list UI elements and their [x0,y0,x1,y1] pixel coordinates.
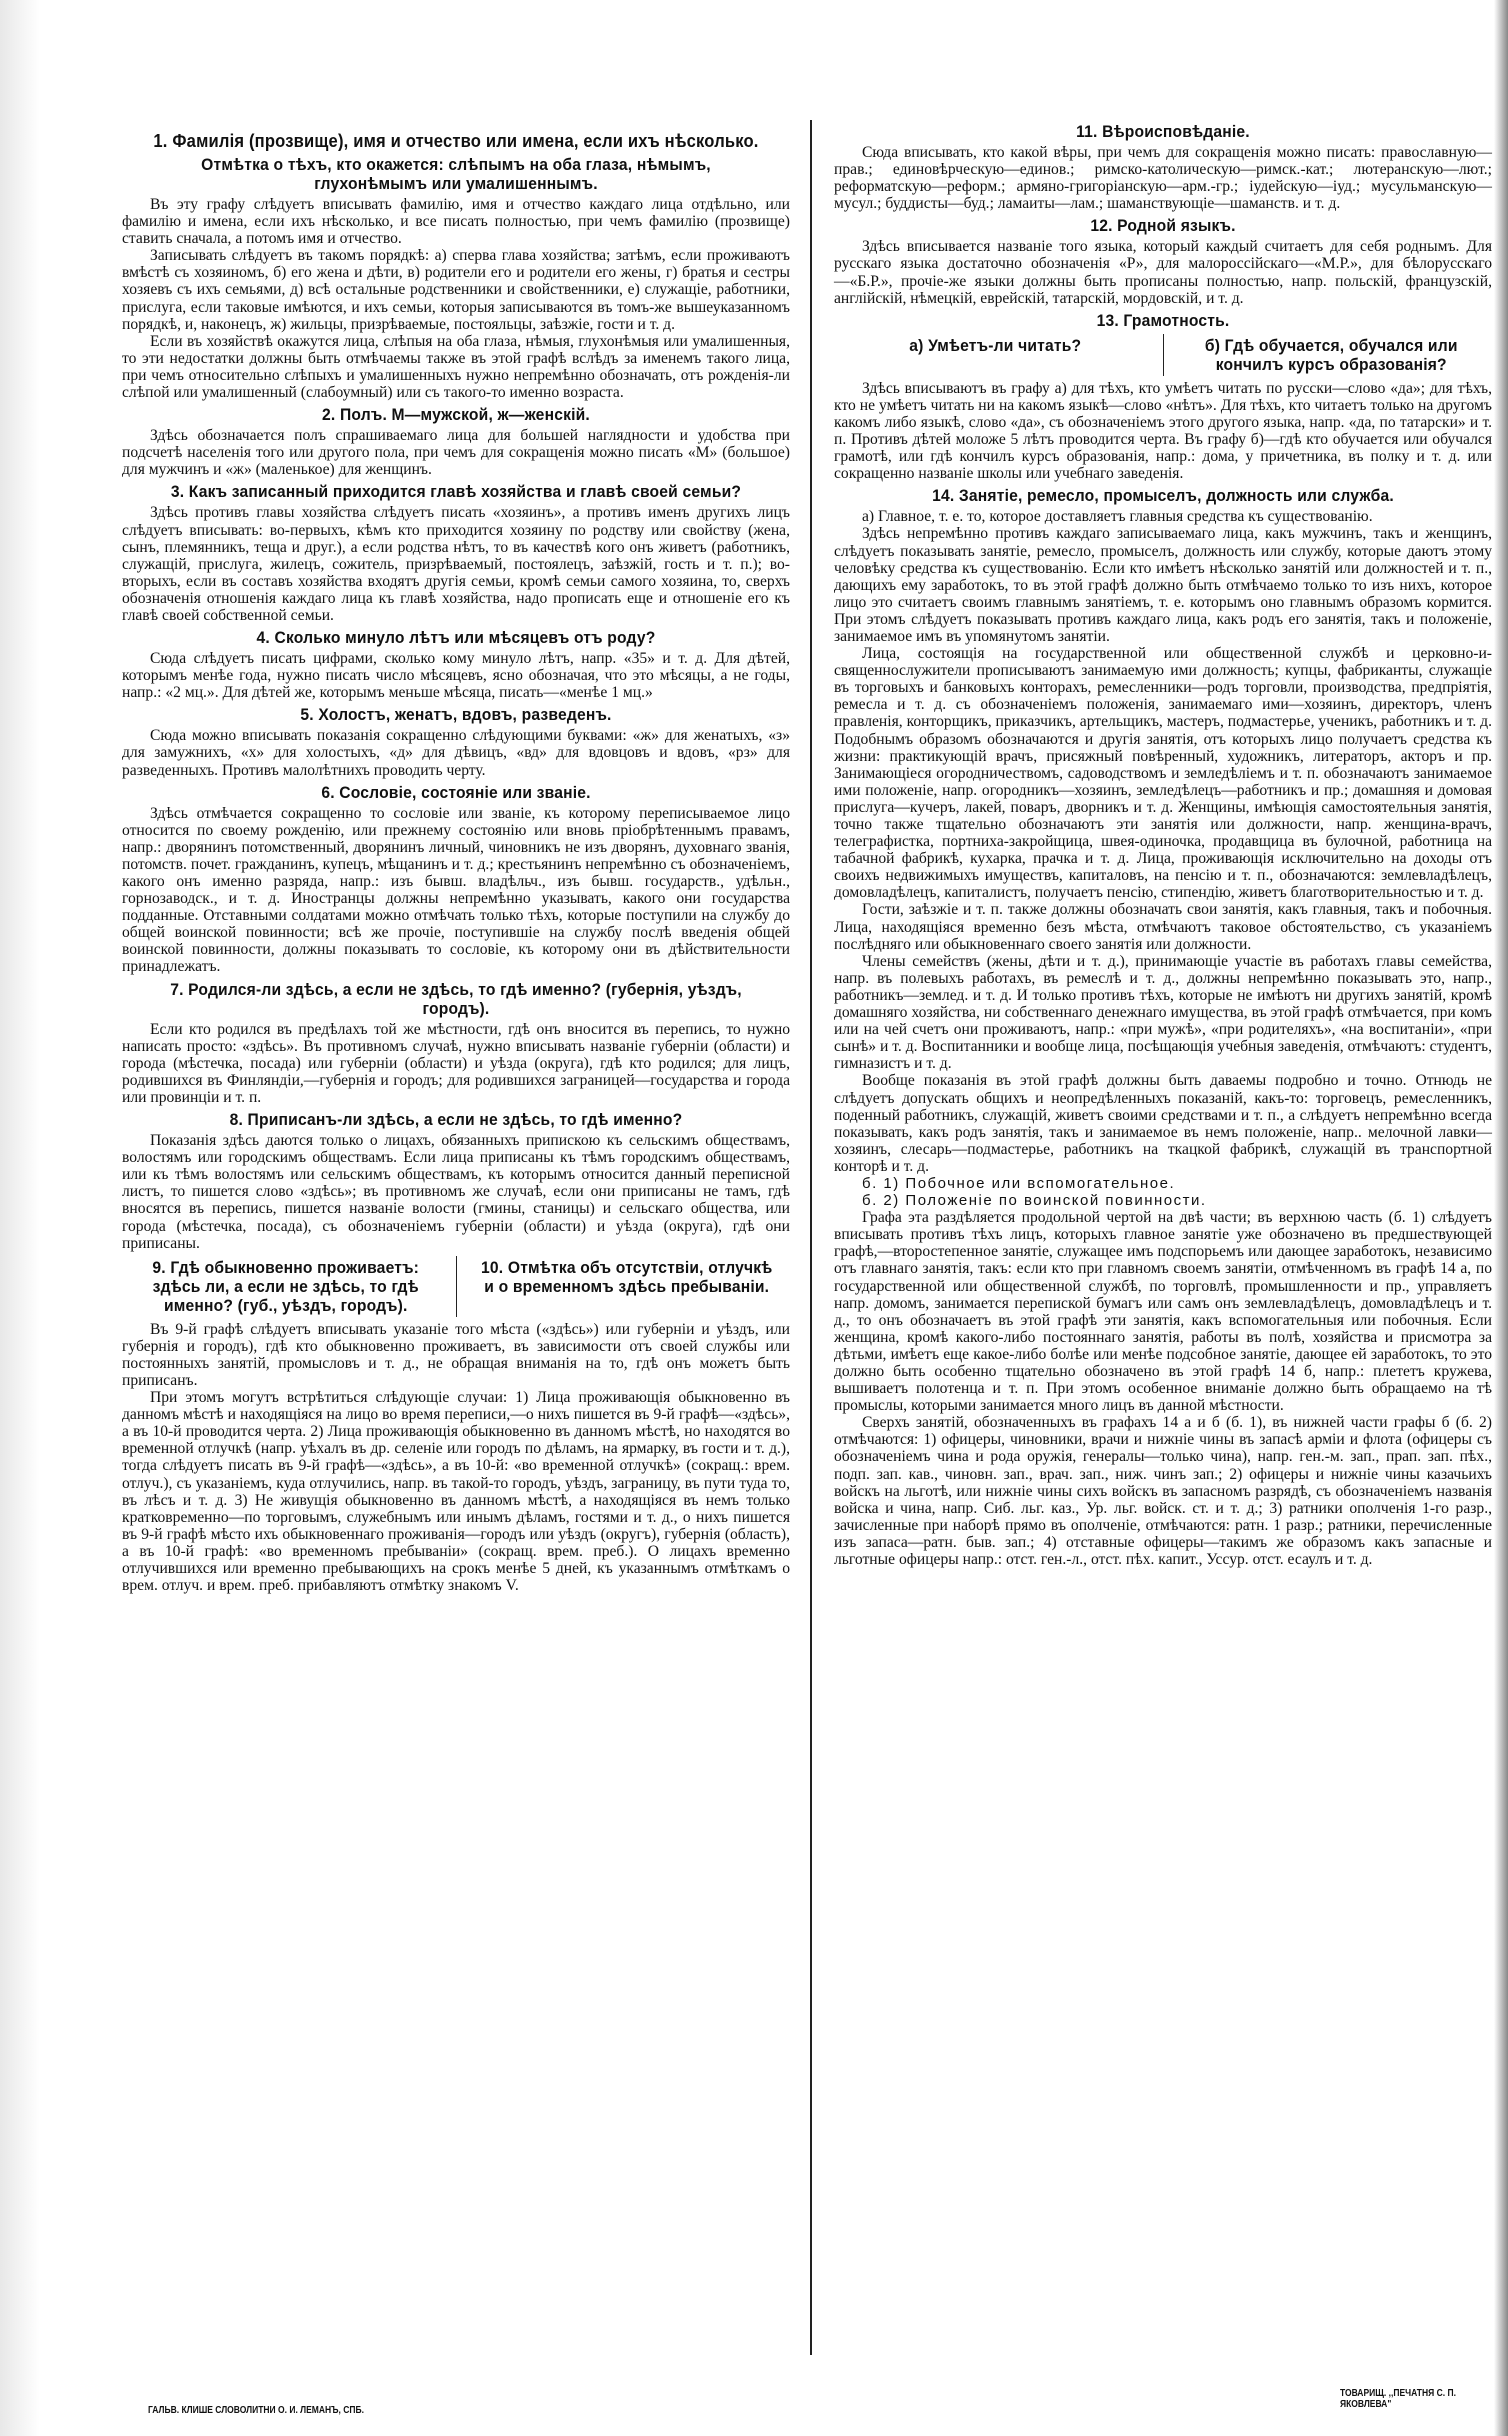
paragraph: Лица, состоящія на государственной или общественной службѣ и церковно-и-священнослужители прописываютъ занимаемую ими должность; купцы, фабриканты, служащіе въ торговыхъ и банковыхъ конторахъ, ремесленники—родъ торговли, производства, предпріятія, ремесла и т. д. съ обозначеніемъ положенія, занимаемаго ими—хозяинъ, директоръ, членъ правленія, конторщикъ, приказчикъ, артельщикъ, мастеръ, подмастерье, ученикъ, работникъ и т. д. Подобнымъ образомъ обозначаются и другія занятія, отъ которыхъ лицо получаетъ средства къ жизни: практикующій врачъ, присяжный повѣренный, художникъ, литераторъ, акторъ и пр. Занимающіеся огородничествомъ, садоводствомъ и земледѣліемъ и т. п. обозначаютъ занимаемое ими положеніе, напр. огородникъ—хозяинъ, земледѣлецъ—работникъ и пр.; домашняя и домовая прислуга—кучеръ, лакей, поваръ, дворникъ и т. д. Женщины, имѣющія самостоятельныя занятія, точно также тщательно обозначаютъ эти занятія или должности, напр. женщина-врачъ, телеграфистка, портниха-закройщица, швея-одиночка, продавщица въ булочной, работница на табачной фабрикѣ, кухарка, прачка и т. д. Лица, проживающія исключительно на доходы отъ своихъ недвижимыхъ имуществъ, капиталовъ, на пенсію и т. п., обозначаются: землевладѣлецъ, домовладѣлецъ, капиталистъ, получаетъ пенсію, стипендію, живетъ благотворительностью и т. д. [834,645,1492,902]
subsection-b1: б. 1) Побочное или вспомогательное. [862,1174,1176,1192]
sections-9-10-header [122,1256,790,1317]
section-12-heading: 12. Родной языкъ. [1090,216,1236,236]
paragraph: Сверхъ занятій, обозначенныхъ въ графахъ 14 а и б (б. 1), въ нижней части графы б (б. 2) отмѣчаются: 1) офицеры, чиновники, врачи и нижніе чины въ запасѣ арміи и флота (офицеры съ обозначеніемъ чина и рода оружія, генералы—только чина), напр. ген.-м. зап., прап. зап. пѣх., подп. зап. кав., чиновн. зап., врач. зап., ниж. чинъ зап.; 2) офицеры и нижніе чины казачьихъ войскъ на льготѣ, или нижніе чины сихъ войскъ въ запасномъ разрядѣ, съ обозначеніемъ названія войска и чина, напр. Сиб. льг. каз., Ур. льг. войск. ст. и т. д.; 3) ратники ополченія 1-го разр., зачисленные при наборѣ прямо въ ополченіе, отмѣчаются: ратн. 1 разр.; ратники, перечисленные изъ запаса—ратн. быв. зап.; 4) отставные офицеры—такимъ же образомъ какъ запасные и льготные офицеры напр.: отст. ген.-л., отст. пѣх. капит., Уссур. отст. есаулъ и т. д. [834,1414,1492,1569]
section-14-heading: 14. Занятіе, ремесло, промыселъ, должность или служба. [932,486,1394,506]
section-3-heading: 3. Какъ записанный приходится главѣ хозяйства и главѣ своей семьи? [170,482,742,502]
section-2-heading: 2. Полъ. М—мужской, ж—женскій. [322,405,590,425]
section-5-heading: 5. Холостъ, женатъ, вдовъ, разведенъ. [300,705,612,725]
paragraph: Въ эту графу слѣдуетъ вписывать фамилію, имя и отчество каждаго лица отдѣльно, или фамилію и имена, если ихъ нѣсколько, и все писать полностью, при чемъ фамилію (прозвище) ставить сначала, а потомъ имя и отчество. [122,196,790,248]
section-6-heading: 6. Сословіе, состояніе или званіе. [321,782,591,802]
section-7-heading: 7. Родился-ли здѣсь, а если не здѣсь, то гдѣ именно? (губернія, уѣздъ, городъ). [170,979,742,1018]
paragraph: Сюда можно вписывать показанія сокращенно слѣдующими буквами: «ж» для женатыхъ, «з» для замужнихъ, «х» для холостыхъ, «д» для дѣвицъ, «вд» для вдовцовъ и вдовъ, «рз» для разведенныхъ. Противъ малолѣтнихъ проводить черту. [122,727,790,779]
paragraph: Графа эта раздѣляется продольной чертой на двѣ части; въ верхнюю часть (б. 1) слѣдуетъ вписывать противъ тѣхъ лицъ, которыхъ главное занятіе уже обозначено въ предшествующей графѣ,—второстепенное занятіе, служащее имъ подспорьемъ или дающее заработокъ, независимо отъ главнаго занятія, такъ: если кто при главномъ своемъ занятіи, отмѣченномъ въ графѣ 14 а, по государственной или общественной службѣ, по торговлѣ, промышленности и пр., управляетъ напр. домомъ, занимается перепиской бумагъ или самъ онъ землевладѣлецъ, домовладѣлецъ и т. д., то онъ обозначаетъ въ этой графѣ эти занятія, какъ вспомогательныя или побочныя. Если женщина, кромѣ какого-либо постояннаго занятія, работы въ полѣ, хозяйства и присмотра за дѣтьми, имѣетъ еще какое-либо болѣе или менѣе подсобное занятіе, дающее ей заработокъ, то это должно быть особенно тщательно обозначено въ этой графѣ 14 б, напр.: плететъ кружева, вышиваетъ полотенца и т. п. При этомъ особенное вниманіе должно быть обращаемо на тѣ промыслы, которыми занимается много лицъ въ данной мѣстности. [834,1209,1492,1415]
paragraph: Здѣсь отмѣчается сокращенно то сословіе или званіе, къ которому переписываемое лицо относится по своему рожденію, или прежнему состоянію или вновь пріобрѣтеннымъ правамъ, напр.: дворянинъ потомственный, дворянинъ личный, чиновникъ не изъ дворянъ, духовнаго званія, потомств. почет. гражданинъ, купецъ, мѣщанинъ и т. д.; крестьянинъ непремѣнно съ обозначеніемъ, какого онъ именно разряда, напр.: изъ бывш. владѣльч., изъ бывш. государств., удѣльн., горнозаводск., и т. д. Иностранцы должны непремѣнно указывать, какого они государства подданные. Отставными солдатами можно отмѣчать только тѣхъ, которые поступили на службу до общей воинской повинности; всѣ же прочіе, поступившіе на службу послѣ введенія общей воинской повинности, должны показывать то сословіе, къ которому они въ дѣйствительности принадлежатъ. [122,804,790,976]
right-column [834,118,1492,1568]
paragraph: При этомъ могутъ встрѣтиться слѣдующіе случаи: 1) Лица проживающія обыкновенно въ данномъ мѣстѣ и находящіяся на лицо во время переписи,—о нихъ пишется въ 9-й графѣ—«здѣсь», а въ 10-й проводится черта. 2) Лица проживающія обыкновенно въ данномъ мѣстѣ, но находятся во временной отлучкѣ (напр. уѣхалъ въ др. селеніе или городъ по дѣламъ, на ярмарку, въ гости и т. д.), тогда слѣдуетъ писать въ 9-й графѣ—«здѣсь», а въ 10-й: «во временной отлучкѣ» (сокращ.: врем. отлуч.), съ указаніемъ, куда отлучились, напр. въ такой-то городъ, уѣздъ, заграницу, въ пути туда то, въ лѣсъ и т. д. 3) Не живущія обыкновенно въ данномъ мѣстѣ, а находящіяся въ немъ только кратковременно—по торговымъ, служебнымъ или инымъ дѣламъ, гостями и т. д., о нихъ пишется въ 9-й графѣ мѣсто ихъ обыкновеннаго проживанія—городъ или уѣздъ (округъ), губернія (область), а въ 10-й графѣ: «во временномъ пребываніи» (сокращ. врем. преб.). О лицахъ временно отлучившихся или временно пребывающихъ на срокъ менѣе 5 дней, къ указаннымъ отмѣткамъ о врем. отлуч. и врем. преб. прибавляютъ отмѣтку знакомъ V. [122,1389,790,1595]
section-10-heading: 10. Отмѣтка объ отсутствіи, отлучкѣ и о временномъ здѣсь пребываніи. [480,1257,772,1296]
section-9-heading: 9. Гдѣ обыкновенно проживаетъ: здѣсь ли, а если не здѣсь, то гдѣ именно? (губ., уѣздъ, городъ). [152,1257,420,1315]
scan-edge-right [1494,0,1508,2436]
paragraph: Здѣсь обозначается полъ спрашиваемаго лица для большей наглядности и удобства при подсчетѣ населенія того или другого пола, при чемъ для сокращенія можно писать «М» (большое) для мужчинъ и «ж» (маленькое) для женщинъ. [122,427,790,479]
section-13a-heading: а) Умѣетъ-ли читать? [909,335,1082,355]
paragraph: Здѣсь непремѣнно противъ каждаго записываемаго лица, какъ мужчинъ, такъ и женщинъ, слѣдуетъ показывать занятіе, ремесло, промыселъ, должность или службу, которые даютъ этому человѣку средства къ существованію. Если кто имѣетъ нѣсколько занятій или должностей и т. п., дающихъ ему заработокъ, то въ этой графѣ должно быть отмѣчаемо только то изъ нихъ, которое лицо это считаетъ своимъ главнымъ занятіемъ, т. е. которымъ оно главнымъ образомъ кормится. При этомъ слѣдуетъ показывать противъ каждаго лица, какъ родъ его занятія, такъ и положеніе, занимаемое имъ въ упомянутомъ занятіи. [834,525,1492,645]
paragraph: Вообще показанія въ этой графѣ должны быть даваемы подробно и точно. Отнюдь не слѣдуетъ допускать общихъ и неопредѣленныхъ показаній, какъ-то: торговецъ, ремесленникъ, поденный работникъ, служащій, живетъ своими средствами и т. п., а слѣдуетъ непремѣнно всегда показывать, какъ родъ занятія, такъ и занимаемое въ немъ положеніе, напр.. мелочной лавки—хозяинъ, слесарь—подмастерье, работникъ на ткацкой фабрикѣ, служащій въ транспортной конторѣ и т. д. [834,1072,1492,1175]
printer-credit-right: ТОВАРИЩ. ,,ПЕЧАТНЯ С. П. ЯКОВЛЕВА" [1340,2388,1456,2410]
section-4-heading: 4. Сколько минуло лѣтъ или мѣсяцевъ отъ роду? [256,628,656,648]
paragraph: Здѣсь вписываютъ въ графу а) для тѣхъ, кто умѣетъ читать по русски—слово «да»; для тѣхъ, кто не умѣетъ читать ни на какомъ языкѣ—слово «нѣтъ». Для тѣхъ, кто читаетъ только на другомъ какомъ либо языкѣ, слово «да», съ обозначеніемъ этого другого языка, напр. «да, по татарски» и т. п. Противъ дѣтей моложе 5 лѣтъ проводится черта. Въ графу б)—гдѣ кто обучается или обучался грамотѣ, или гдѣ кончилъ курсъ образованія, напр.: дома, у причетника, въ полку и т. д. или сокращенно названіе школы или учебнаго заведенія. [834,379,1492,483]
paragraph: Сюда слѣдуетъ писать цифрами, сколько кому минуло лѣтъ, напр. «35» и т. д. Для дѣтей, которымъ менѣе года, нужно писать число мѣсяцевъ, ясно обозначая, что это мѣсяцы, а не годы, напр.: «2 мц.». Для дѣтей же, которымъ меньше мѣсяца, писать—«менѣе 1 мц.» [122,650,790,702]
paragraph: Гости, заѣзжіе и т. п. также должны обозначать свои занятія, какъ главныя, такъ и побочныя. Лица, находящіяся временно безъ мѣста, отмѣчаютъ таковое обстоятельство, съ указаніемъ послѣдняго или обыкновеннаго своего занятія или должности. [834,901,1492,953]
subsection-b2: б. 2) Положеніе по воинской повинности. [862,1192,1207,1210]
paragraph: Сюда вписывать, кто какой вѣры, при чемъ для сокращенія можно писать: православную—прав.; единовѣрческую—единов.; римско-католическую—римск.-кат.; лютеранскую—лют.; реформатскую—реформ.; армяно-григоріанскую—арм.-гр.; іудейскую—іуд.; мусульманскую—мусул.; буддисты—буд.; ламаиты—лам.; шаманствующіе—шаманств. и т. д. [834,144,1492,213]
section-13b-heading: б) Гдѣ обучается, обучался или кончилъ курсъ образованія? [1204,335,1458,374]
paragraph: Если кто родился въ предѣлахъ той же мѣстности, гдѣ онъ вносится въ перепись, то нужно написать просто: «здѣсь». Въ противномъ случаѣ, нужно вписывать названіе губерніи (области) и города (мѣстечка, посада) или губерніи (области) и уѣзда (округа), гдѣ кто родился; для лицъ, родившихся въ Финляндіи,—губернія и городъ; для родившихся заграницей—государства и города или провинціи и т. п. [122,1020,790,1106]
scan-edge-left [0,0,40,2436]
section-1-subheading: Отмѣтка о тѣхъ, кто окажется: слѣпымъ на оба глаза, нѣмымъ, глухонѣмымъ или умалишеннымъ. [201,155,711,193]
paragraph: Если въ хозяйствѣ окажутся лица, слѣпыя на оба глаза, нѣмыя, глухонѣмыя или умалишенныя, то эти недостатки должны быть отмѣчаемы также въ этой графѣ вслѣдъ за именемъ такого лица, при чемъ относительно слѣпыхъ и умалишенныхъ нужно непремѣнно обозначать, отъ рожденія-ли слѣпой или умалишенный (слабоумный) или съ такого-то именно возраста. [122,332,790,402]
section-8-heading: 8. Приписанъ-ли здѣсь, а если не здѣсь, то гдѣ именно? [229,1110,683,1130]
section-1-heading: 1. Фамилія (прозвище), имя и отчество или имена, если ихъ нѣсколько. [153,131,759,151]
section-13-subheader [834,334,1492,376]
paragraph: Записывать слѣдуетъ въ такомъ порядкѣ: а) сперва глава хозяйства; затѣмъ, если проживаютъ вмѣстѣ съ хозяиномъ, б) его жена и дѣти, в) родители его и родители его жены, г) братья и сестры хозяевъ съ ихъ семьями, д) всѣ остальные родственники и свойственники, е) служащіе, работники, прислуга, если таковые имѣются, и ихъ семьи, которыя записываются въ томъ-же вышеуказанномъ порядкѣ, и, наконецъ, ж) жильцы, призрѣваемые, постояльцы, заѣзжіе, гости и т. д. [122,247,790,333]
printer-credit-left: ГАЛЬВ. КЛИШЕ СЛОВОЛИТНИ О. И. ЛЕМАНЪ, СПБ. [148,2405,364,2416]
paragraph: а) Главное, т. е. то, которое доставляетъ главныя средства къ существованію. [862,508,1373,526]
left-column [122,118,790,1594]
column-divider [810,120,812,2355]
paragraph: Въ 9-й графѣ слѣдуетъ вписывать указаніе того мѣста («здѣсь») или губерніи и уѣздъ, или губернія и городъ), гдѣ кто обыкновенно проживаетъ, въ зависимости отъ своей службы или постоянныхъ занятій, промысловъ и т. д., не обращая вниманія на то, гдѣ онъ можетъ быть приписанъ. [122,1320,790,1389]
paragraph: Показанія здѣсь даются только о лицахъ, обязанныхъ припискою къ сельскимъ обществамъ, волостямъ или городскимъ обществамъ. Если лица приписаны къ тѣмъ городскимъ обществамъ, или къ тѣмъ волостямъ или сельскимъ обществамъ, къ которымъ относится данный переписной листъ, то пишется слово «здѣсь»; въ противномъ же случаѣ, если они приписаны не тамъ, гдѣ вносятся въ перепись, пишется названіе волости (гмины, станицы) и сельскаго общества, или города (мѣстечка, посада), съ обозначеніемъ губерніи (области) и уѣзда (округа), гдѣ они приписаны. [122,1132,790,1252]
paragraph: Члены семействъ (жены, дѣти и т. д.), принимающіе участіе въ работахъ главы семейства, напр. въ полевыхъ работахъ, въ ремеслѣ и т. д., должны непремѣнно показывать это, напр., работникъ—землед. и т. д. И только противъ тѣхъ, которые не имѣютъ ни другихъ занятій, кромѣ домашняго хозяйства, ни собственнаго денежнаго имущества, въ этой графѣ отмѣчается, при комъ или на чей счетъ они проживаютъ, напр.: «при мужѣ», «при родителяхъ», «на воспитаніи», «при сынѣ» и т. д. Воспитанники и вообще лица, посѣщающія учебныя заведенія, отмѣчаютъ: студентъ, гимназистъ и т. д. [834,952,1492,1073]
section-11-heading: 11. Вѣроисповѣданіе. [1076,122,1250,141]
section-13-heading: 13. Грамотность. [1096,310,1230,330]
paragraph: Здѣсь противъ главы хозяйства слѣдуетъ писать «хозяинъ», а противъ именъ другихъ лицъ слѣдуетъ вписывать: во-первыхъ, кѣмъ кто приходится хозяину по родству или свойству (жена, сынъ, племянникъ, теща и друг.), а если родства нѣтъ, то въ качествѣ кого онъ живетъ (работникъ, служащій, прислуга, жилецъ, сожитель, призрѣваемый, постоялецъ, заѣзжій, гость и т. п.); во-вторыхъ, если въ составъ хозяйства входятъ другія семьи, кромѣ семьи самого хозяина, то, сверхъ обозначенія отношенія каждаго лица къ главѣ хозяйства, надо прописать еще и отношеніе его къ главѣ своей собственной семьи. [122,504,790,624]
paragraph: Здѣсь вписывается названіе того языка, который каждый считаетъ для себя роднымъ. Для русскаго языка достаточно обозначенія «Р», для малороссійскаго—«М.Р.», для бѣлорусскаго—«Б.Р.», прочіе-же языки должны быть прописаны полностью, напр. польскій, французскій, англійскій, нѣмецкій, еврейскій, татарскій, мордовскій, и т. д. [834,238,1492,307]
